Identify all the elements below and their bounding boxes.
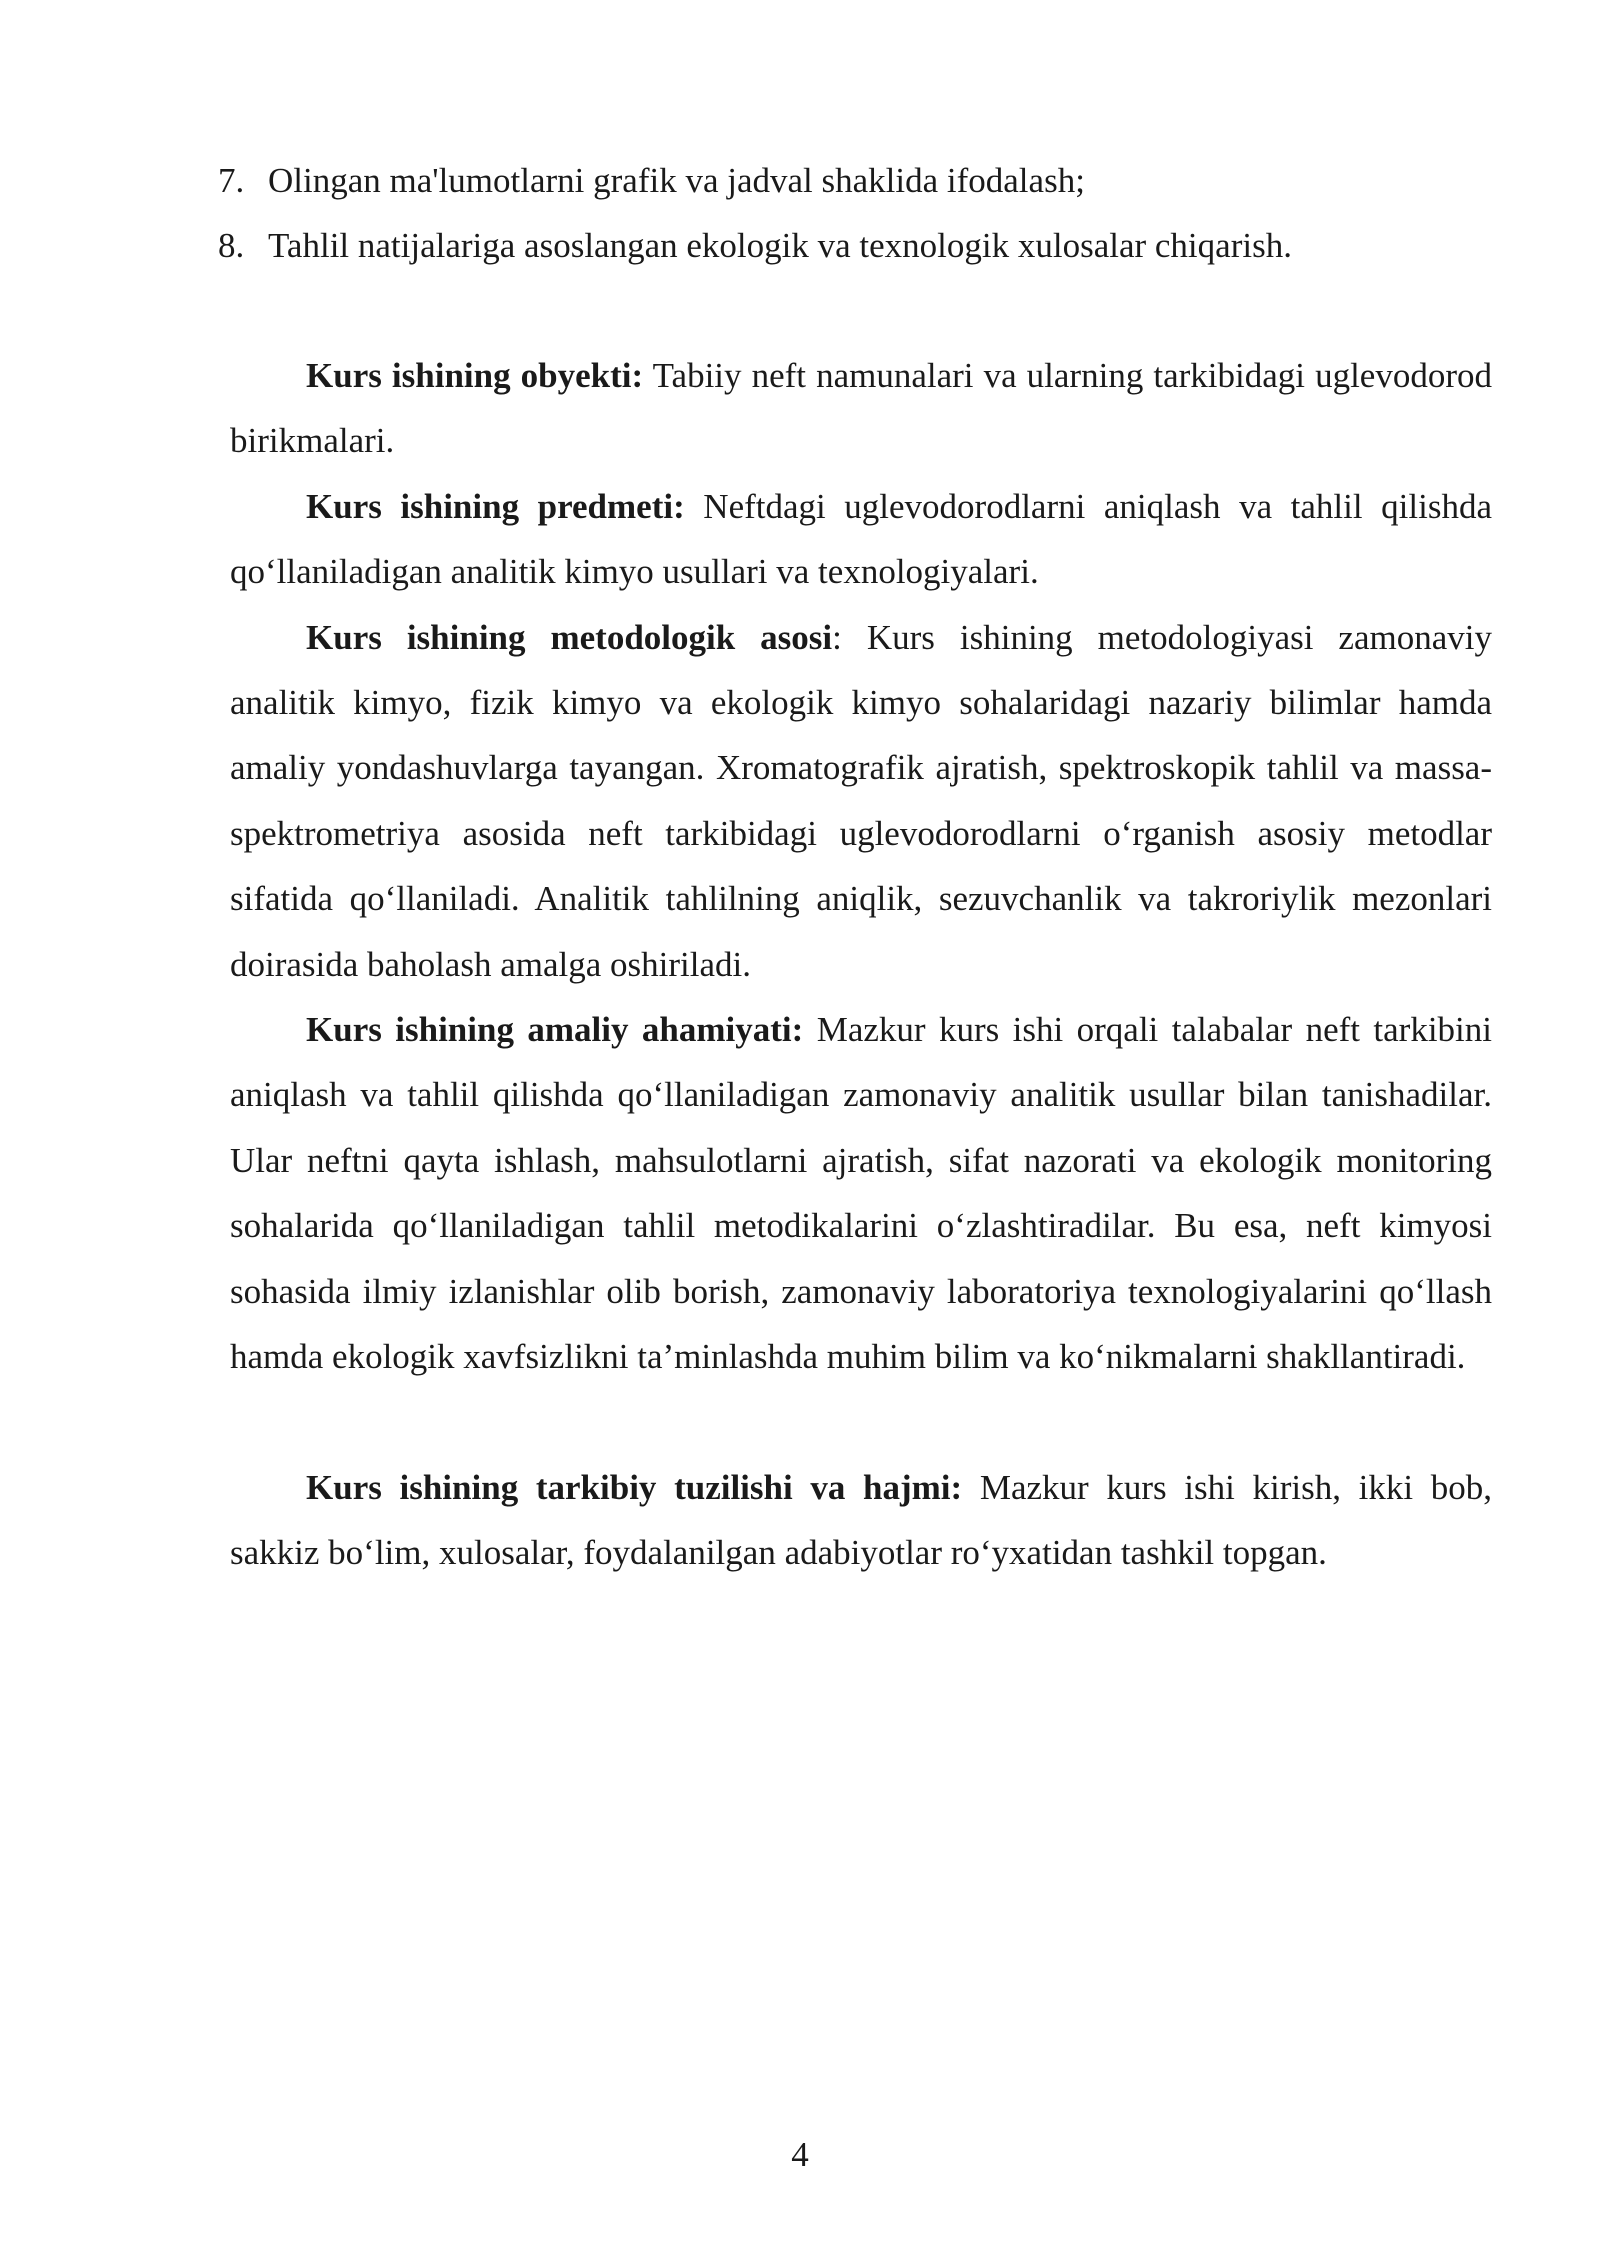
paragraph-label: Kurs ishining amaliy ahamiyati: [306, 1010, 804, 1050]
paragraph-label: Kurs ishining metodologik asosi [306, 617, 833, 657]
list-number: 8. [218, 226, 245, 265]
paragraph-subject [230, 474, 1492, 605]
paragraph-text: Tabiiy neft namunalari va ularning tarkibidagi uglevodorod birikmalari. [230, 356, 1492, 461]
list-item [218, 148, 1492, 213]
list-item [218, 213, 1492, 278]
paragraph-methodology [230, 605, 1492, 997]
paragraph-text: Mazkur kurs ishi orqali talabalar neft tarkibini aniqlash va tahlil qilishda qo‘llaniladigan zamonaviy analitik usullar bilan tanishadilar. Ular neftni qayta ishlash, mahsulotlarni ajratish, sifat nazorati va ekologik monitoring sohalarida qo‘llaniladigan tahlil metodikalarini o‘zlashtiradilar. Bu esa, neft kimyosi sohasida ilmiy izlanishlar olib borish, zamonaviy laboratoriya texnologiyalarini qo‘llash hamda ekologik xavfsizlikni ta’minlashda muhim bilim va ko‘nikmalarni shakllantiradi. [230, 1010, 1492, 1377]
list-text: Olingan ma'lumotlarni grafik va jadval shaklida ifodalash; [268, 161, 1085, 200]
list-number: 7. [218, 161, 245, 200]
blank-line [230, 1390, 1492, 1455]
paragraph-object [230, 343, 1492, 474]
blank-line [230, 278, 1492, 343]
paragraph-text: Mazkur kurs ishi kirish, ikki bob, sakkiz bo‘lim, xulosalar, foydalanilgan adabiyotlar ro‘yxatidan tashkil topgan. [230, 1467, 1492, 1572]
paragraph-structure [230, 1455, 1492, 1586]
paragraph-label: Kurs ishining predmeti: [306, 486, 685, 526]
paragraph-text: : Kurs ishining metodologiyasi zamonaviy analitik kimyo, fizik kimyo va ekologik kimyo sohalaridagi nazariy bilimlar hamda amaliy yondashuvlarga tayangan. Xromatografik ajratish, spektroskopik tahlil va massa-spektrometriya asosida neft tarkibidagi uglevodorodlarni o‘rganish asosiy metodlar sifatida qo‘llaniladi. Analitik tahlilning aniqlik, sezuvchanlik va takroriylik mezonlari doirasida baholash amalga oshiriladi. [230, 617, 1492, 984]
paragraph-text: Neftdagi uglevodorodlarni aniqlash va tahlil qilishda qo‘llaniladigan analitik kimyo usullari va texnologiyalari. [230, 486, 1492, 592]
paragraph-label: Kurs ishining obyekti: [306, 356, 644, 395]
paragraph-practical-significance [230, 997, 1492, 1389]
page-number: 4 [791, 2135, 809, 2174]
paragraph-label: Kurs ishining tarkibiy tuzilishi va hajmi: [306, 1467, 963, 1507]
document-page [218, 148, 1492, 1585]
list-text: Tahlil natijalariga asoslangan ekologik va texnologik xulosalar chiqarish. [268, 226, 1292, 265]
